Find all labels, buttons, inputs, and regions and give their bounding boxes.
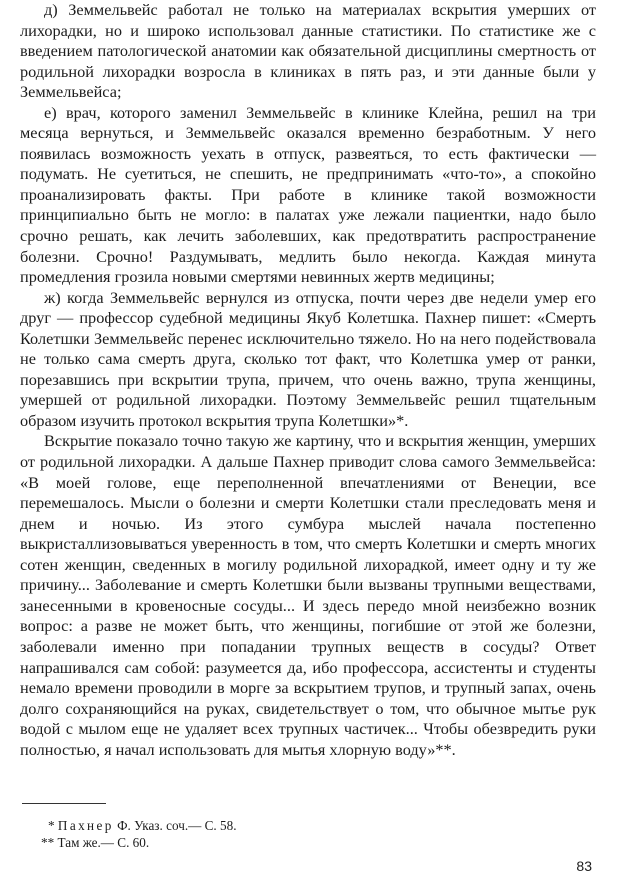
paragraph-autopsy: Вскрытие показало точно такую же картину, что и вскрытия женщин, умерших от родильной лихорадки. А дальше Пахнер приводит слова самого Земмельвейса: «В моей голове, еще переполненной впечатлениями от Венеции, все перемешалось. Мысли о болезни и смерти Колетшки стали преследовать меня и днем и ночью. Из этого сумбура мыслей начала постепенно выкристаллизовываться уверенность в том, что смерть Колетшки и смерть многих сотен женщин, сведенных в могилу родильной лихорадкой, имеет одну и ту же причину... Заболевание и смерть Колетшки были вызваны трупными веществами, занесенными в кровеносные сосуды... И здесь передо мной неизбежно возник вопрос: а разве не может быть, что женщины, погибшие от этой же болезни, заболевали именно при попадании трупных веществ в сосуды? Ответ напрашивался сам собой: разумеется да, ибо профессора, ассистенты и студенты немало времени проводили в морге за вскрытием трупов, и трупный запах, очень долго сохраняющийся на руках, свидетельствует о том, что обычное мытье рук водой с мылом еще не удаляет всех трупных частичек... Чтобы обезвредить руки полностью, я начал использовать для мытья хлорную воду»**. xyxy=(20,431,596,759)
footnote-1-author: Пахнер xyxy=(57,818,114,833)
footnote-1 xyxy=(22,817,582,834)
footnotes xyxy=(22,817,582,851)
footnote-2 xyxy=(22,834,582,851)
footnote-1-marker: * xyxy=(48,818,55,833)
paragraph-e: е) врач, которого заменил Земмельвейс в клинике Клейна, решил на три месяца вернуться, и Земмельвейс оказался временно безработным. У него появилась возможность уехать в отпуск, развеяться, то есть фактически — подумать. Не суетиться, не спешить, не предпринимать «что-то», а спокойно проанализировать факты. При работе в клинике такой возможности принципиально быть не могло: в палатах уже лежали пациентки, надо было срочно решать, как лечить заболевших, как предотвратить распространение болезни. Срочно! Раздумывать, медлить было некогда. Каждая минута промедления грозила новыми смертями невинных жертв медицины; xyxy=(20,102,596,287)
footnote-2-marker: ** xyxy=(41,835,55,850)
main-text xyxy=(20,0,596,760)
footnote-separator xyxy=(22,803,106,804)
paragraph-d: д) Земмельвейс работал не только на материалах вскрытия умерших от лихорадки, но и широко использовал данные статистики. По статистике же с введением патологической анатомии как обязательной дисциплины смертность от родильной лихорадки возросла в клиниках в пять раз, и эти данные были у Земмельвейса; xyxy=(20,0,596,102)
page-number: 83 xyxy=(576,858,592,874)
paragraph-zh: ж) когда Земмельвейс вернулся из отпуска, почти через две недели умер его друг — профессор судебной медицины Якуб Колетшка. Пахнер пишет: «Смерть Колетшки Земмельвейс перенес исключительно тяжело. Но на него подействовала не только сама смерть друга, сколько тот факт, что Колетшка умер от ранки, порезавшись при вскрытии трупа, причем, что очень важно, трупа женщины, умершей от родильной лихорадки. Поэтому Земмельвейс решил тщательным образом изучить протокол вскрытия трупа Колетшки»*. xyxy=(20,287,596,430)
footnote-1-text: Ф. Указ. соч.— С. 58. xyxy=(117,818,237,833)
footnote-2-text: Там же.— С. 60. xyxy=(57,835,150,850)
